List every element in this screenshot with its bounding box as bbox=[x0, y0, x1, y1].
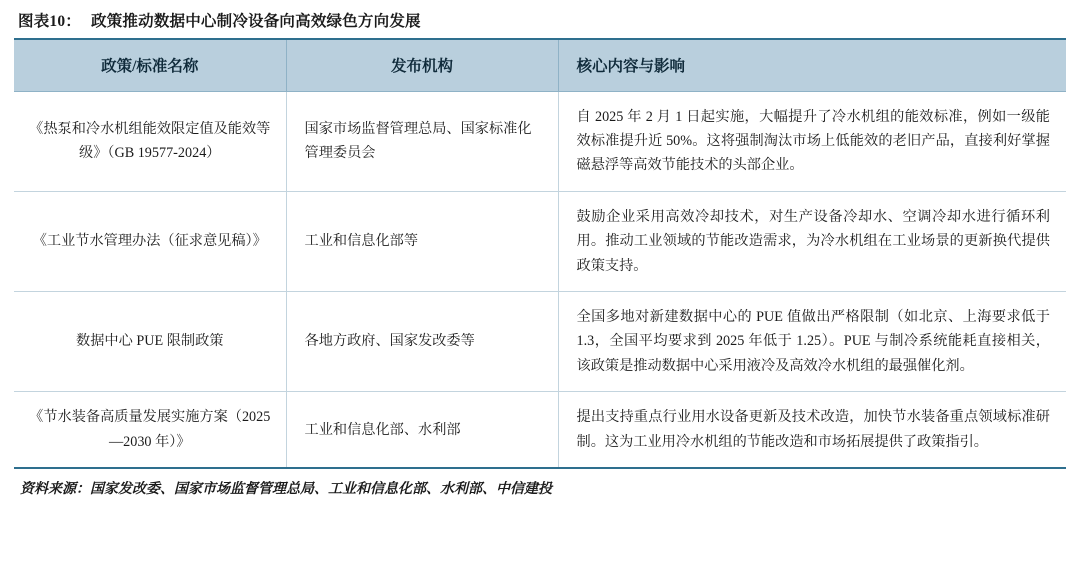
table-row bbox=[14, 191, 1066, 291]
source-note: 资料来源：国家发改委、国家市场监督管理总局、工业和信息化部、水利部、中信建投 bbox=[20, 482, 552, 498]
cell-agency: 国家市场监督管理总局、国家标准化管理委员会 bbox=[286, 91, 558, 191]
table-row bbox=[14, 91, 1066, 191]
cell-agency: 工业和信息化部等 bbox=[286, 191, 558, 291]
table-body bbox=[14, 91, 1066, 468]
column-header-content: 核心内容与影响 bbox=[558, 39, 1066, 91]
cell-policy-name: 《工业节水管理办法（征求意见稿）》 bbox=[14, 191, 286, 291]
table-row bbox=[14, 292, 1066, 392]
page-title bbox=[14, 0, 1066, 38]
table-header bbox=[14, 39, 1066, 91]
cell-policy-name: 《热泵和冷水机组能效限定值及能效等级》（GB 19577-2024） bbox=[14, 91, 286, 191]
cell-policy-name: 《节水装备高质量发展实施方案（2025—2030 年）》 bbox=[14, 392, 286, 468]
figure-title-text: 政策推动数据中心制冷设备向高效绿色方向发展 bbox=[91, 13, 421, 30]
table-header-row bbox=[14, 39, 1066, 91]
cell-content: 全国多地对新建数据中心的 PUE 值做出严格限制（如北京、上海要求低于 1.3，全国平均要求到 2025 年低于 1.25）。PUE 与制冷系统能耗直接相关，该政策是推动数据中心采用液冷及高效冷水机组的最强催化剂。 bbox=[558, 292, 1066, 392]
figure-label: 图表10： bbox=[18, 13, 82, 30]
column-header-policy: 政策/标准名称 bbox=[14, 39, 286, 91]
column-header-agency: 发布机构 bbox=[286, 39, 558, 91]
policy-table bbox=[14, 38, 1066, 469]
table-row bbox=[14, 392, 1066, 468]
cell-content: 提出支持重点行业用水设备更新及技术改造，加快节水装备重点领域标准研制。这为工业用冷水机组的节能改造和市场拓展提供了政策指引。 bbox=[558, 392, 1066, 468]
cell-content: 自 2025 年 2 月 1 日起实施，大幅提升了冷水机组的能效标准，例如一级能效标准提升近 50%。这将强制淘汰市场上低能效的老旧产品，直接利好掌握磁悬浮等高效节能技术的头部企业。 bbox=[558, 91, 1066, 191]
cell-agency: 各地方政府、国家发改委等 bbox=[286, 292, 558, 392]
cell-policy-name: 数据中心 PUE 限制政策 bbox=[14, 292, 286, 392]
cell-agency: 工业和信息化部、水利部 bbox=[286, 392, 558, 468]
cell-content: 鼓励企业采用高效冷却技术，对生产设备冷却水、空调冷却水进行循环利用。推动工业领域的节能改造需求，为冷水机组在工业场景的更新换代提供政策支持。 bbox=[558, 191, 1066, 291]
